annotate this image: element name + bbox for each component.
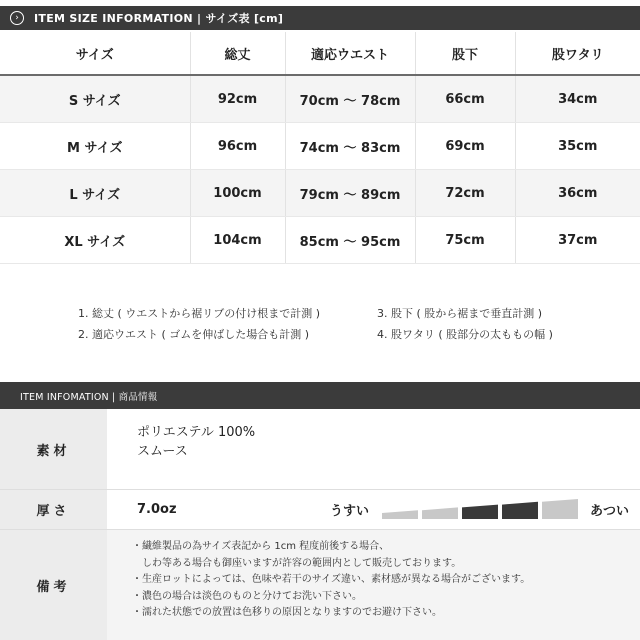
item-info-title: ITEM INFOMATION | 商品情報 (20, 391, 158, 403)
col-header-inseam: 股下 (415, 32, 515, 75)
table-cell: 74cm 〜 83cm (285, 123, 415, 170)
thickness-value: 7.0oz (137, 502, 177, 517)
table-cell: 69cm (415, 123, 515, 170)
table-cell: 104cm (190, 217, 285, 264)
thickness-bar-4 (502, 502, 538, 519)
measurement-notes (0, 300, 640, 350)
thickness-row (0, 490, 640, 530)
table-cell: 35cm (515, 123, 640, 170)
material-texture: スムース (137, 444, 188, 459)
thickness-bar-1 (382, 510, 418, 519)
row-size-label: M サイズ (0, 123, 190, 170)
thickness-label: 厚さ (0, 490, 107, 529)
note-item: 3. 股下 ( 股から裾まで垂直計測 ) (377, 307, 543, 320)
table-cell: 37cm (515, 217, 640, 264)
col-header-thigh: 股ワタリ (515, 32, 640, 75)
remarks-list (132, 539, 530, 622)
col-header-size: サイズ (0, 32, 190, 75)
remark-line: しわ等ある場合も御座いますが許容の範囲内として販売しております。 (132, 557, 462, 569)
size-info-header (0, 6, 640, 30)
remarks-row (0, 530, 640, 640)
table-cell: 72cm (415, 170, 515, 217)
material-composition: ポリエステル 100% (137, 425, 256, 440)
table-cell: 100cm (190, 170, 285, 217)
table-cell: 75cm (415, 217, 515, 264)
table-row (0, 217, 640, 264)
thickness-bar-5 (542, 499, 578, 519)
size-info-title: ITEM SIZE INFORMATION | サイズ表 [cm] (34, 12, 284, 25)
table-cell: 96cm (190, 123, 285, 170)
table-cell: 66cm (415, 75, 515, 123)
table-cell: 85cm 〜 95cm (285, 217, 415, 264)
col-header-length: 総丈 (190, 32, 285, 75)
col-header-waist: 適応ウエスト (285, 32, 415, 75)
table-row (0, 123, 640, 170)
remarks-label: 備考 (0, 530, 107, 640)
item-info-header (0, 382, 640, 409)
thin-label: うすい (330, 504, 370, 519)
note-item: 1. 総丈 ( ウエストから裾リブの付け根まで計測 ) (78, 307, 321, 320)
thick-label: あつい (590, 504, 630, 519)
material-label: 素材 (0, 409, 107, 489)
thickness-bar-2 (422, 507, 458, 519)
remark-line: ・濡れた状態での放置は色移りの原因となりますのでお避け下さい。 (132, 607, 442, 618)
remark-line: ・生産ロットによっては、色味や若干のサイズ違い、素材感が異なる場合がございます。 (132, 574, 531, 585)
row-size-label: L サイズ (0, 170, 190, 217)
thickness-scale (382, 490, 578, 529)
note-item: 2. 適応ウエスト ( ゴムを伸ばした場合も計測 ) (78, 328, 310, 341)
chevron-right-icon: › (10, 11, 24, 25)
thickness-bar-3 (462, 505, 498, 519)
table-row (0, 75, 640, 123)
table-cell: 34cm (515, 75, 640, 123)
table-cell: 70cm 〜 78cm (285, 75, 415, 123)
material-row (0, 409, 640, 490)
remark-line: ・繊維製品の為サイズ表記から 1cm 程度前後する場合、 (132, 541, 390, 552)
table-cell: 36cm (515, 170, 640, 217)
remark-line: ・濃色の場合は淡色のものと分けてお洗い下さい。 (132, 590, 362, 602)
row-size-label: S サイズ (0, 75, 190, 123)
table-cell: 79cm 〜 89cm (285, 170, 415, 217)
size-table (0, 32, 640, 264)
row-size-label: XL サイズ (0, 217, 190, 264)
table-cell: 92cm (190, 75, 285, 123)
note-item: 4. 股ワタリ ( 股部分の太ももの幅 ) (377, 328, 553, 341)
table-row (0, 170, 640, 217)
size-table-header-row (0, 32, 640, 75)
